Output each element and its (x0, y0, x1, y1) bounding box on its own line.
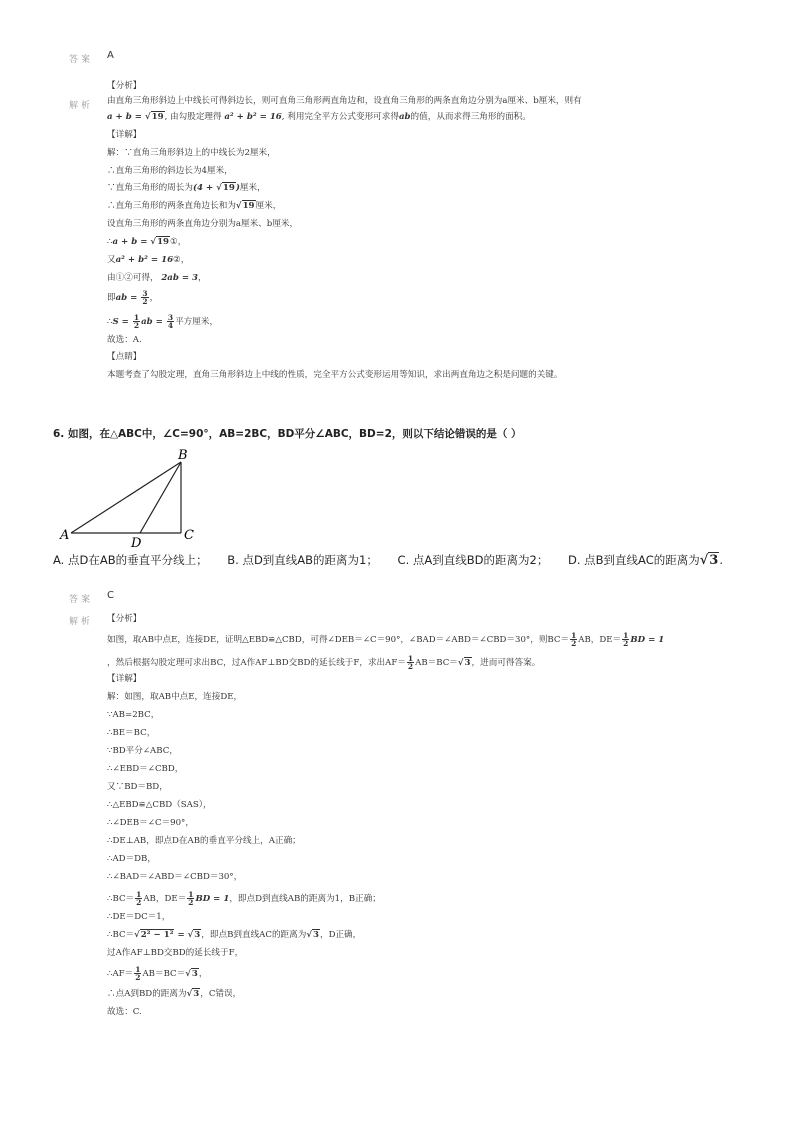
detail-line: ∴AF＝ $\frac{1}{2}$ AB＝BC＝√3， (107, 965, 208, 982)
detail-line: 设直角三角形的两条直角边分别为a厘米、b厘米， (107, 219, 299, 229)
formula-pythagoras: a² + b² = 16 (224, 112, 282, 122)
answer-tag: 答案 (69, 595, 94, 605)
sqrt-19: √19 (144, 112, 164, 122)
detail-line: 即ab = $\frac{3}{2}$ ， (107, 289, 159, 306)
detail-line: ∵BD平分∠ABC， (107, 746, 178, 756)
label-b: B (178, 448, 188, 463)
detail-line: ∴DE＝DC＝1， (107, 912, 171, 922)
option-d: D. 点B到直线AC的距离为√3. (567, 553, 723, 568)
detail-line: 又∵BD＝BD， (107, 782, 168, 792)
triangle-figure (55, 446, 205, 550)
answer-value: C (107, 590, 114, 601)
label-a: A (60, 528, 70, 543)
analysis-formula-line: a + b = √19, 由勾股定理得 a² + b² = 16, 利用完全平方公式变形可求得ab的值，从而求得三角形的面积。 (107, 112, 531, 122)
detail-line: ∵AB=2BC， (107, 710, 160, 720)
segment-ab (71, 462, 181, 533)
detail-line: 故选：C. (107, 1007, 142, 1017)
detail-line: ∴直角三角形的两条直角边长和为√19厘米， (107, 201, 282, 211)
segment-bd (140, 462, 181, 533)
remark-text: 本题考查了勾股定理，直角三角形斜边上中线的性质，完全平方公式变形运用等知识，求出两直角边之积是问题的关键。 (107, 370, 563, 380)
detail-line: 解：∵直角三角形斜边上的中线长为2厘米， (107, 148, 276, 158)
detail-line: 解：如图，取AB中点E，连接DE， (107, 692, 243, 702)
formula-a-plus-b: a + b = (107, 112, 145, 122)
option-c: C. 点A到直线BD的距离为2； (397, 553, 549, 567)
detail-line: ∴∠BAD＝∠ABD＝∠CBD＝30°， (107, 872, 243, 882)
question-6-options (53, 552, 723, 568)
detail-line: ∴BE＝BC， (107, 728, 156, 738)
detail-line: 由①②可得， 2ab = 3， (107, 273, 207, 283)
analysis-text: 如图，取AB中点E，连接DE，证明△EBD≌△CBD，可得∠DEB＝∠C＝90°，∠BAD＝∠ABD＝∠CBD＝30°，则BC＝ $\frac{1}{2}$ AB，DE＝ $\frac{1}{2}$ BD = 1 (107, 631, 665, 648)
analysis-text: 由直角三角形斜边上中线长可得斜边长，则可直角三角形两直角边和，设直角三角形的两条直角边分别为a厘米、b厘米，则有 (107, 96, 582, 106)
detail-line: ∴BC＝√2² − 1² = √3，即点B到直线AC的距离为√3，D正确， (107, 930, 362, 940)
detail-line: ∴BC＝ $\frac{1}{2}$ AB，DE＝ $\frac{1}{2}$ BD = 1，即点D到直线AB的距离为1，B正确； (107, 890, 381, 907)
analysis-tag: 解析 (69, 617, 94, 627)
analysis-tag: 解析 (69, 101, 94, 111)
answer-tag: 答案 (69, 55, 94, 65)
analysis-heading: 【分析】 (107, 614, 142, 624)
remark-heading: 【点睛】 (107, 352, 142, 362)
detail-heading: 【详解】 (107, 674, 142, 684)
detail-line: ∴△EBD≌△CBD（SAS）， (107, 800, 212, 810)
option-a: A. 点D在AB的垂直平分线上； (53, 553, 208, 567)
detail-line: 故选：A. (107, 335, 142, 345)
label-c: C (184, 528, 194, 543)
detail-line: 又a² + b² = 16②， (107, 255, 190, 265)
detail-line: ∴DE⊥AB，即点D在AB的垂直平分线上，A正确； (107, 836, 301, 846)
detail-line: ∴S = $\frac{1}{2}$ ab = $\frac{3}{4}$ 平方厘米， (107, 313, 219, 330)
detail-line: 过A作AF⊥BD交BD的延长线于F， (107, 948, 244, 958)
question-6-title: 6. 如图，在△ABC中，∠C=90°，AB=2BC，BD平分∠ABC，BD=2，则以下结论错误的是（ ） (53, 428, 522, 440)
detail-line: ∴点A到BD的距离为√3，C错误， (107, 989, 242, 999)
detail-heading: 【详解】 (107, 130, 142, 140)
label-d: D (131, 536, 142, 550)
detail-line: ∴AD＝DB， (107, 854, 156, 864)
detail-line: ∴a + b = √19①， (107, 237, 187, 247)
detail-line: ∴∠EBD＝∠CBD， (107, 764, 184, 774)
answer-value: A (107, 50, 114, 61)
analysis-text: ，然后根据勾股定理可求出BC，过A作AF⊥BD交BD的延长线于F，求出AF＝ $\frac{1}{2}$ AB＝BC＝√3，进而可得答案。 (107, 654, 541, 671)
detail-line: ∴∠DEB＝∠C＝90°， (107, 818, 194, 828)
detail-line: ∴直角三角形的斜边长为4厘米， (107, 166, 233, 176)
option-b: B. 点D到直线AB的距离为1； (227, 553, 378, 567)
analysis-heading: 【分析】 (107, 81, 142, 91)
detail-line: ∵直角三角形的周长为(4 + √19)厘米， (107, 183, 266, 193)
